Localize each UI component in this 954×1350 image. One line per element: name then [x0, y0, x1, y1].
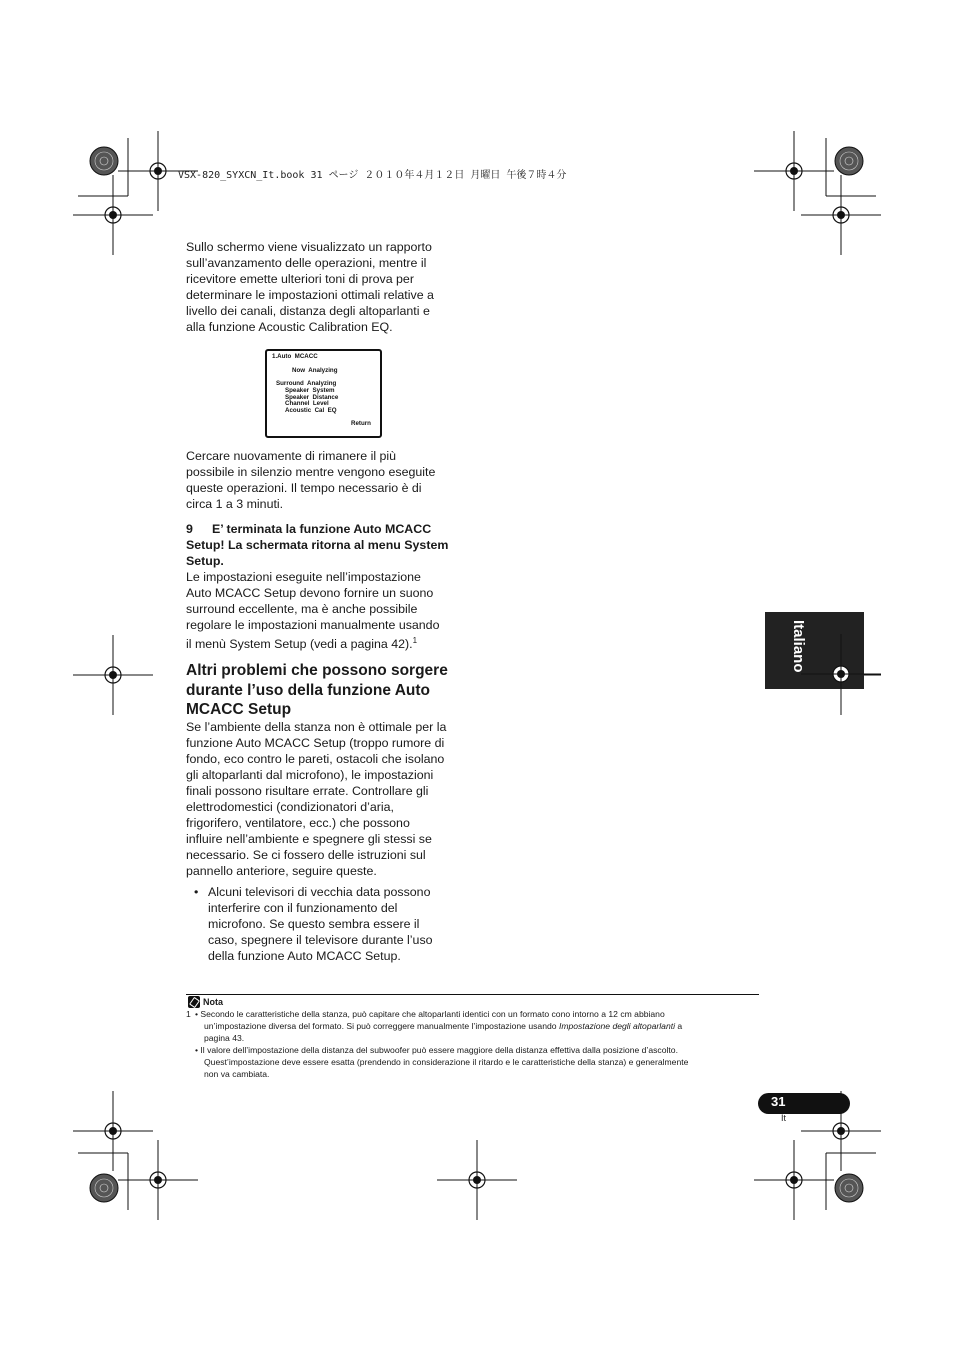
footnote: [186, 1008, 759, 1080]
text-line: circa 1 a 3 minuti.: [186, 497, 284, 511]
osd-title: 1.Auto MCACC: [272, 353, 318, 360]
registration-cross-icon: [73, 1091, 153, 1171]
section-heading: [186, 661, 462, 720]
osd-item: Acoustic Cal EQ: [285, 406, 337, 414]
text-line: Sullo schermo viene visualizzato un rapporto: [186, 240, 432, 254]
registration-cross-icon: [754, 131, 834, 211]
note-title: [188, 996, 223, 1008]
text-line: Altri problemi che possono sorgere: [186, 662, 448, 679]
text-line: finali possono risultare errate. Controllare gli: [186, 784, 429, 798]
text-line: Le impostazioni eseguite nell’impostazione: [186, 570, 421, 584]
footnote-line: un’impostazione diversa del formato. Si può correggere manualmente l’impostazione usando: [204, 1021, 559, 1031]
registration-star-icon: [90, 147, 118, 175]
text-line: microfono. Se questo sembra essere il: [208, 917, 420, 931]
bullet-icon: •: [194, 885, 199, 899]
text-line: Setup! La schermata ritorna al menu System: [186, 538, 449, 552]
footnote-line: non va cambiata.: [204, 1069, 270, 1079]
text-line: MCACC Setup: [186, 701, 292, 718]
footnote-line: • Il valore dell’impostazione della distanza del subwoofer può essere maggiore della distanza effettiva dalla posizione d’ascolto.: [195, 1045, 678, 1055]
registration-cross-icon: [118, 1140, 198, 1220]
text-line: Auto MCACC Setup devono fornire un suono: [186, 586, 434, 600]
osd-item: Speaker Distance: [285, 393, 339, 401]
osd-return: Return: [351, 420, 371, 427]
text-line: elettrodomestici (condizionatori d’aria,: [186, 800, 394, 814]
text-line: Cercare nuovamente di rimanere il più: [186, 449, 397, 463]
footnote-line: a: [675, 1021, 683, 1031]
text-line: influire nell’ambiente e spegnere gli stessi se: [186, 832, 432, 846]
osd-screen: [265, 349, 382, 438]
text-line: funzione Auto MCACC Setup (troppo rumore di: [186, 736, 445, 750]
registration-cross-icon: [437, 1140, 517, 1220]
footnote-number: 1: [186, 1009, 191, 1019]
text-line: E’ terminata la funzione Auto MCACC: [212, 522, 432, 536]
registration-star-icon: [835, 147, 863, 175]
text-line: livello dei canali, distanza degli altoparlanti e: [186, 304, 430, 318]
step-number: 9: [186, 522, 193, 536]
registration-star-icon: [835, 1174, 863, 1202]
wait-paragraph: [186, 448, 462, 512]
page-language-code: It: [781, 1113, 787, 1123]
text-line: necessario. Se ci fossero delle istruzioni sul: [186, 848, 426, 862]
footnote-ref[interactable]: 1: [412, 636, 418, 645]
registration-cross-icon: [73, 635, 153, 715]
footnote-line: pagina 43.: [204, 1033, 245, 1043]
text-line: queste operazioni. Il tempo necessario è di: [186, 481, 422, 495]
text-line: alla funzione Acoustic Calibration EQ.: [186, 320, 393, 334]
osd-item: Channel Level: [285, 400, 329, 407]
language-tab-cross-icon: [801, 634, 883, 716]
osd-status: Now Analyzing: [292, 367, 338, 374]
registration-cross-icon: [754, 1140, 834, 1220]
text-line: sull’avanzamento delle operazioni, mentre il: [186, 256, 427, 270]
registration-cross-icon: [73, 175, 153, 255]
text-line: fondo, eco contro le pareti, ostacoli che isolano: [186, 752, 445, 766]
text-line: surround eccellente, ma è anche possibile: [186, 602, 418, 616]
text-line: Se l’ambiente della stanza non è ottimale per la: [186, 720, 447, 734]
text-line: Alcuni televisori di vecchia data possono: [208, 885, 431, 899]
file-header: VSX-820_SYXCN_It.book 31 ページ ２０１０年４月１２日 月曜日 午後７時４分: [178, 170, 567, 181]
text-line: gli altoparlanti dal microfono), le impostazioni: [186, 768, 434, 782]
text-line: caso, spegnere il televisore durante l’uso: [208, 933, 433, 947]
note-pencil-icon: [188, 996, 200, 1008]
text-line: interferire con il funzionamento del: [208, 901, 398, 915]
footnote-line: Quest’impostazione deve essere esatta (prendendo in considerazione il ritardo e le caratteristiche della stanza) e generalmente: [204, 1057, 689, 1067]
osd-item: Speaker System: [285, 387, 335, 394]
registration-star-icon: [90, 1174, 118, 1202]
language-label: Italiano: [790, 620, 807, 673]
intro-paragraph: [186, 239, 462, 335]
step-9-body: [186, 569, 462, 652]
bullet-item: [186, 884, 484, 964]
text-line: il menù System Setup (vedi a pagina 42).: [186, 637, 413, 652]
text-line: frigorifero, ventilatore, ecc.) che possono: [186, 816, 410, 830]
note-title-text: Nota: [203, 997, 223, 1007]
section-body: [186, 719, 462, 879]
text-line: durante l’uso della funzione Auto: [186, 681, 430, 699]
text-line: della funzione Auto MCACC Setup.: [208, 949, 401, 963]
text-line: determinare le impostazioni ottimali relative a: [186, 288, 434, 302]
note-divider: [186, 994, 759, 995]
text-line: possibile in silenzio mentre vengono eseguite: [186, 465, 436, 479]
text-line: regolare le impostazioni manualmente usando: [186, 618, 440, 632]
page-number: 31: [771, 1094, 786, 1109]
registration-cross-icon: [801, 175, 881, 255]
text-line: ricevitore emette ulteriori toni di prova per: [186, 272, 414, 286]
footnote-italic-ref: Impostazione degli altoparlanti: [558, 1021, 676, 1031]
step-9-heading: [186, 521, 462, 569]
footnote-line: • Secondo le caratteristiche della stanza, può capitare che altoparlanti identici con un formato cono intorno a 12 cm abbiano: [195, 1009, 665, 1019]
text-line: Setup.: [186, 554, 224, 568]
text-line: pannello anteriore, seguire queste.: [186, 864, 377, 878]
osd-group-title: Surround Analyzing: [276, 380, 337, 387]
